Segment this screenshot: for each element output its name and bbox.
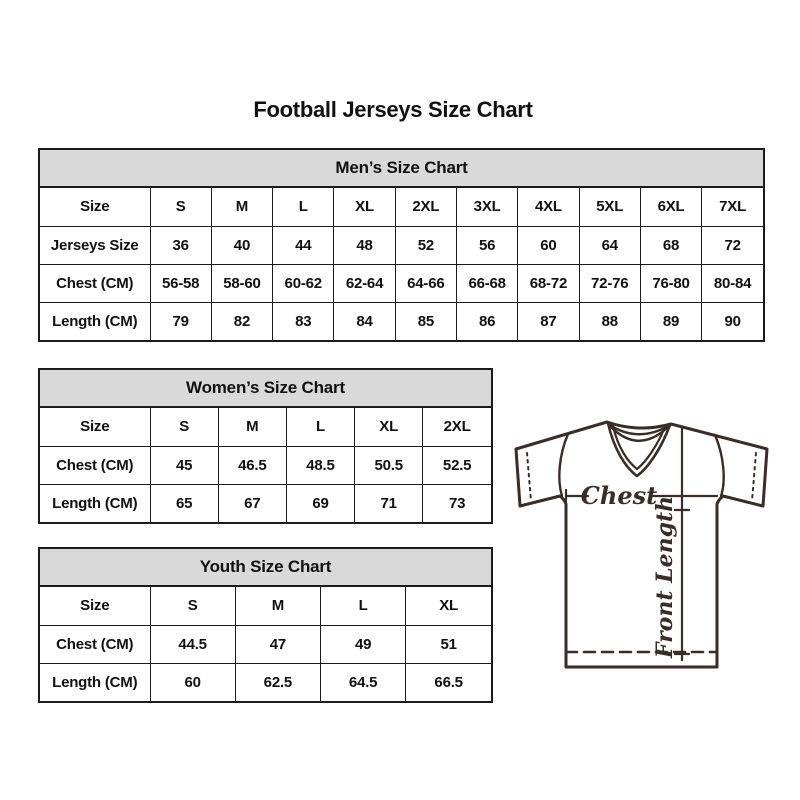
value-cell: 49 (321, 625, 406, 663)
table-row (40, 663, 491, 701)
table-row (40, 264, 763, 302)
value-cell: 62-64 (334, 264, 395, 302)
value-cell: 64-66 (395, 264, 456, 302)
row-header-cell: Chest (CM) (40, 446, 150, 484)
jersey-measurement-diagram (504, 404, 776, 672)
value-cell: 86 (456, 302, 517, 340)
youth-size-table (38, 547, 493, 703)
value-cell: 76-80 (640, 264, 701, 302)
value-cell: 64 (579, 226, 640, 264)
value-cell: 82 (211, 302, 272, 340)
jersey-outline (516, 422, 767, 667)
value-cell: 5XL (579, 188, 640, 226)
value-cell: 66-68 (456, 264, 517, 302)
table-row (40, 302, 763, 340)
value-cell: 58-60 (211, 264, 272, 302)
value-cell: 69 (286, 484, 354, 522)
value-cell: L (273, 188, 334, 226)
value-cell: 83 (273, 302, 334, 340)
value-cell: 56-58 (150, 264, 211, 302)
table-row (40, 625, 491, 663)
value-cell: 45 (150, 446, 218, 484)
row-header-cell: Chest (CM) (40, 625, 150, 663)
value-cell: 89 (640, 302, 701, 340)
row-header-cell: Length (CM) (40, 484, 150, 522)
value-cell: 44 (273, 226, 334, 264)
mens-table-title: Men’s Size Chart (40, 150, 763, 188)
value-cell: 67 (218, 484, 286, 522)
value-cell: 72-76 (579, 264, 640, 302)
value-cell: 90 (702, 302, 763, 340)
value-cell: 62.5 (235, 663, 320, 701)
mens-table-grid (40, 188, 763, 340)
value-cell: 73 (423, 484, 491, 522)
value-cell: 51 (406, 625, 491, 663)
row-header-cell: Length (CM) (40, 302, 150, 340)
table-row (40, 408, 491, 446)
mens-size-table (38, 148, 765, 342)
collar-v-inner (613, 426, 665, 469)
value-cell: 4XL (518, 188, 579, 226)
value-cell: 47 (235, 625, 320, 663)
chest-label: Chest (580, 481, 658, 510)
value-cell: L (321, 587, 406, 625)
youth-table-grid (40, 587, 491, 701)
value-cell: 65 (150, 484, 218, 522)
table-row (40, 446, 491, 484)
table-row (40, 226, 763, 264)
row-header-cell: Chest (CM) (40, 264, 150, 302)
row-header-cell: Jerseys Size (40, 226, 150, 264)
value-cell: 2XL (423, 408, 491, 446)
value-cell: 48 (334, 226, 395, 264)
value-cell: 52 (395, 226, 456, 264)
left-sleeve-seam (559, 434, 568, 496)
value-cell: 52.5 (423, 446, 491, 484)
value-cell: 68-72 (518, 264, 579, 302)
value-cell: 48.5 (286, 446, 354, 484)
value-cell: 7XL (702, 188, 763, 226)
value-cell: 72 (702, 226, 763, 264)
front-length-label: Front Length (652, 495, 678, 659)
value-cell: 66.5 (406, 663, 491, 701)
row-header-cell: Size (40, 587, 150, 625)
value-cell: 68 (640, 226, 701, 264)
value-cell: XL (355, 408, 423, 446)
row-header-cell: Size (40, 408, 150, 446)
right-sleeve-seam (715, 435, 724, 496)
table-row (40, 484, 491, 522)
value-cell: 6XL (640, 188, 701, 226)
left-cuff-stitch-line (527, 453, 531, 501)
value-cell: 36 (150, 226, 211, 264)
value-cell: 3XL (456, 188, 517, 226)
row-header-cell: Length (CM) (40, 663, 150, 701)
value-cell: 56 (456, 226, 517, 264)
value-cell: 71 (355, 484, 423, 522)
value-cell: 2XL (395, 188, 456, 226)
table-row (40, 587, 491, 625)
value-cell: 87 (518, 302, 579, 340)
value-cell: M (211, 188, 272, 226)
womens-table-title: Women’s Size Chart (40, 370, 491, 408)
value-cell: M (218, 408, 286, 446)
value-cell: 64.5 (321, 663, 406, 701)
value-cell: 80-84 (702, 264, 763, 302)
value-cell: 60 (518, 226, 579, 264)
value-cell: L (286, 408, 354, 446)
value-cell: S (150, 587, 235, 625)
value-cell: 84 (334, 302, 395, 340)
youth-table-title: Youth Size Chart (40, 549, 491, 587)
jersey-illustration (504, 404, 776, 672)
value-cell: 46.5 (218, 446, 286, 484)
value-cell: 88 (579, 302, 640, 340)
table-row (40, 188, 763, 226)
value-cell: 50.5 (355, 446, 423, 484)
row-header-cell: Size (40, 188, 150, 226)
value-cell: 85 (395, 302, 456, 340)
value-cell: 60-62 (273, 264, 334, 302)
value-cell: M (235, 587, 320, 625)
womens-table-grid (40, 408, 491, 522)
right-cuff-stitch-line (752, 453, 756, 501)
value-cell: S (150, 408, 218, 446)
value-cell: 40 (211, 226, 272, 264)
value-cell: 60 (150, 663, 235, 701)
value-cell: S (150, 188, 211, 226)
value-cell: XL (406, 587, 491, 625)
value-cell: XL (334, 188, 395, 226)
value-cell: 44.5 (150, 625, 235, 663)
womens-size-table (38, 368, 493, 524)
value-cell: 79 (150, 302, 211, 340)
page-title: Football Jerseys Size Chart (253, 97, 533, 122)
